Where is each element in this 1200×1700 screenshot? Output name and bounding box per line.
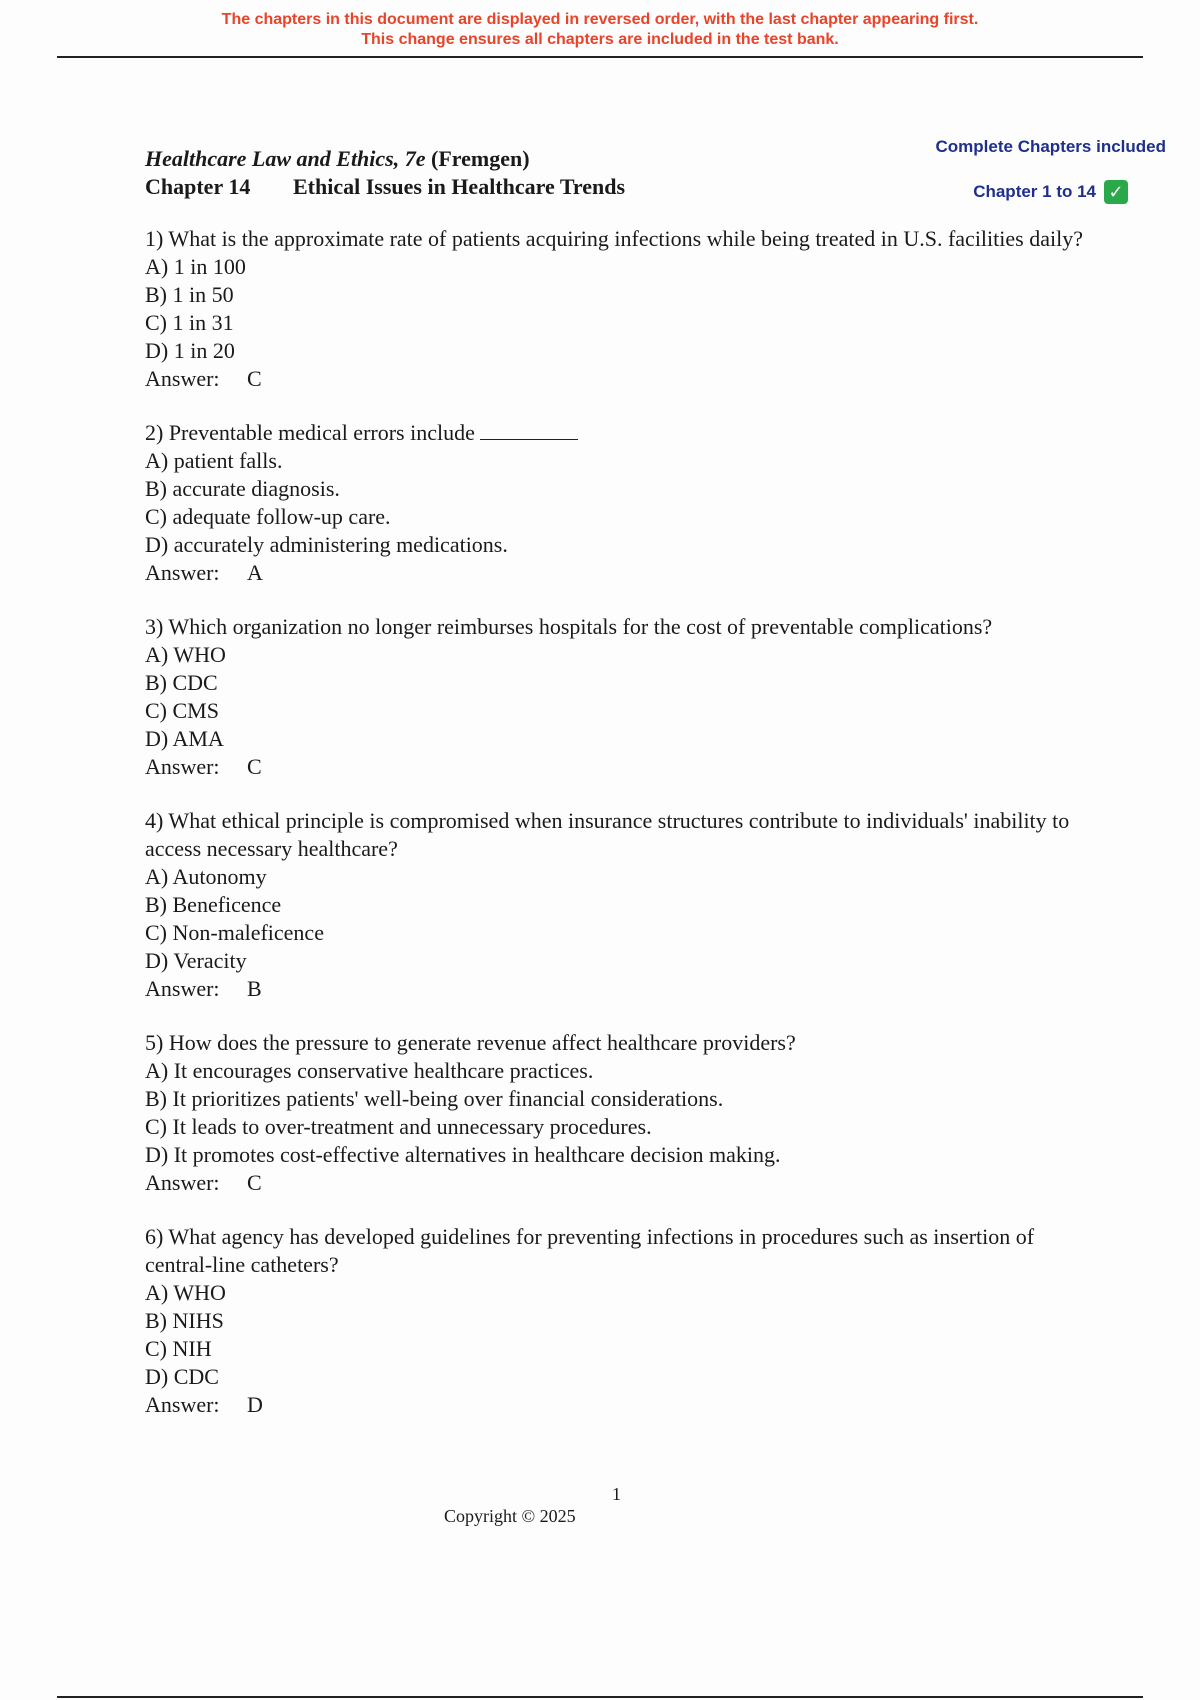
option-b: B) It prioritizes patients' well-being over financial considerations. [145, 1086, 724, 1111]
option-b: B) NIHS [145, 1308, 224, 1333]
answer-value: B [247, 976, 262, 1001]
option-d: D) AMA [145, 726, 224, 751]
promo-chapter-range-text: Chapter 1 to 14 [973, 182, 1096, 201]
question-prompt-text: 2) Preventable medical errors include [145, 420, 475, 445]
option-d: D) It promotes cost-effective alternatives in healthcare decision making. [145, 1142, 781, 1167]
question-prompt [145, 419, 1105, 447]
option-d: D) accurately administering medications. [145, 532, 508, 557]
promo-complete-chapters: Complete Chapters included [935, 137, 1166, 156]
answer-line [145, 559, 1105, 587]
answer-line [145, 1391, 1105, 1419]
option-a: A) patient falls. [145, 448, 283, 473]
footer-divider [57, 1696, 1143, 1698]
option-b: B) 1 in 50 [145, 282, 234, 307]
header-divider [57, 56, 1143, 58]
option-d: D) Veracity [145, 948, 247, 973]
answer-label: Answer: [145, 1170, 220, 1195]
question-prompt: 3) Which organization no longer reimburses hospitals for the cost of preventable complications? [145, 614, 993, 639]
book-title-line [145, 145, 1105, 173]
option-d: D) CDC [145, 1364, 219, 1389]
question-prompt: 5) How does the pressure to generate revenue affect healthcare providers? [145, 1030, 796, 1055]
document-body [145, 145, 1105, 1419]
option-a: A) WHO [145, 642, 226, 667]
option-c: C) It leads to over-treatment and unnecessary procedures. [145, 1114, 652, 1139]
page-number: 1 [612, 1484, 621, 1504]
option-b: B) CDC [145, 670, 218, 695]
option-c: C) Non-maleficence [145, 920, 324, 945]
option-d: D) 1 in 20 [145, 338, 235, 363]
copyright-notice: Copyright © 2025 [444, 1506, 576, 1526]
answer-value: A [247, 560, 263, 585]
question-3 [145, 613, 1105, 781]
answer-label: Answer: [145, 754, 220, 779]
answer-value: C [247, 754, 262, 779]
option-a: A) WHO [145, 1280, 226, 1305]
book-title: Healthcare Law and Ethics, 7e [145, 146, 426, 171]
answer-value: D [247, 1392, 263, 1417]
chapter-number: Chapter 14 [145, 174, 251, 199]
fill-in-blank [480, 421, 578, 440]
answer-label: Answer: [145, 560, 220, 585]
option-a: A) It encourages conservative healthcare practices. [145, 1058, 594, 1083]
option-b: B) accurate diagnosis. [145, 476, 340, 501]
notice-line-2: This change ensures all chapters are included in the test bank. [361, 31, 839, 48]
check-mark-icon: ✓ [1104, 180, 1128, 204]
option-c: C) NIH [145, 1336, 212, 1361]
question-2 [145, 419, 1105, 587]
notice-line-1: The chapters in this document are displayed in reversed order, with the last chapter appearing first. [221, 11, 979, 28]
question-prompt: 4) What ethical principle is compromised when insurance structures contribute to individuals' inability to access necessary healthcare? [145, 808, 1070, 861]
answer-label: Answer: [145, 1392, 220, 1417]
option-c: C) CMS [145, 698, 219, 723]
option-c: C) 1 in 31 [145, 310, 234, 335]
option-b: B) Beneficence [145, 892, 282, 917]
question-4 [145, 807, 1105, 1003]
question-6 [145, 1223, 1105, 1419]
chapter-title: Ethical Issues in Healthcare Trends [293, 174, 626, 199]
chapter-heading [145, 173, 1105, 201]
question-1 [145, 225, 1105, 393]
answer-line [145, 365, 1105, 393]
option-a: A) Autonomy [145, 864, 267, 889]
answer-value: C [247, 1170, 262, 1195]
book-author: (Fremgen) [431, 146, 530, 171]
answer-line [145, 753, 1105, 781]
option-c: C) adequate follow-up care. [145, 504, 391, 529]
answer-value: C [247, 366, 262, 391]
answer-line [145, 1169, 1105, 1197]
answer-label: Answer: [145, 366, 220, 391]
question-prompt: 6) What agency has developed guidelines for preventing infections in procedures such as insertion of central-line catheters? [145, 1224, 1035, 1277]
question-prompt: 1) What is the approximate rate of patients acquiring infections while being treated in U.S. facilities daily? [145, 226, 1083, 251]
option-a: A) 1 in 100 [145, 254, 246, 279]
answer-line [145, 975, 1105, 1003]
question-5 [145, 1029, 1105, 1197]
answer-label: Answer: [145, 976, 220, 1001]
reversed-order-notice [0, 10, 1200, 50]
